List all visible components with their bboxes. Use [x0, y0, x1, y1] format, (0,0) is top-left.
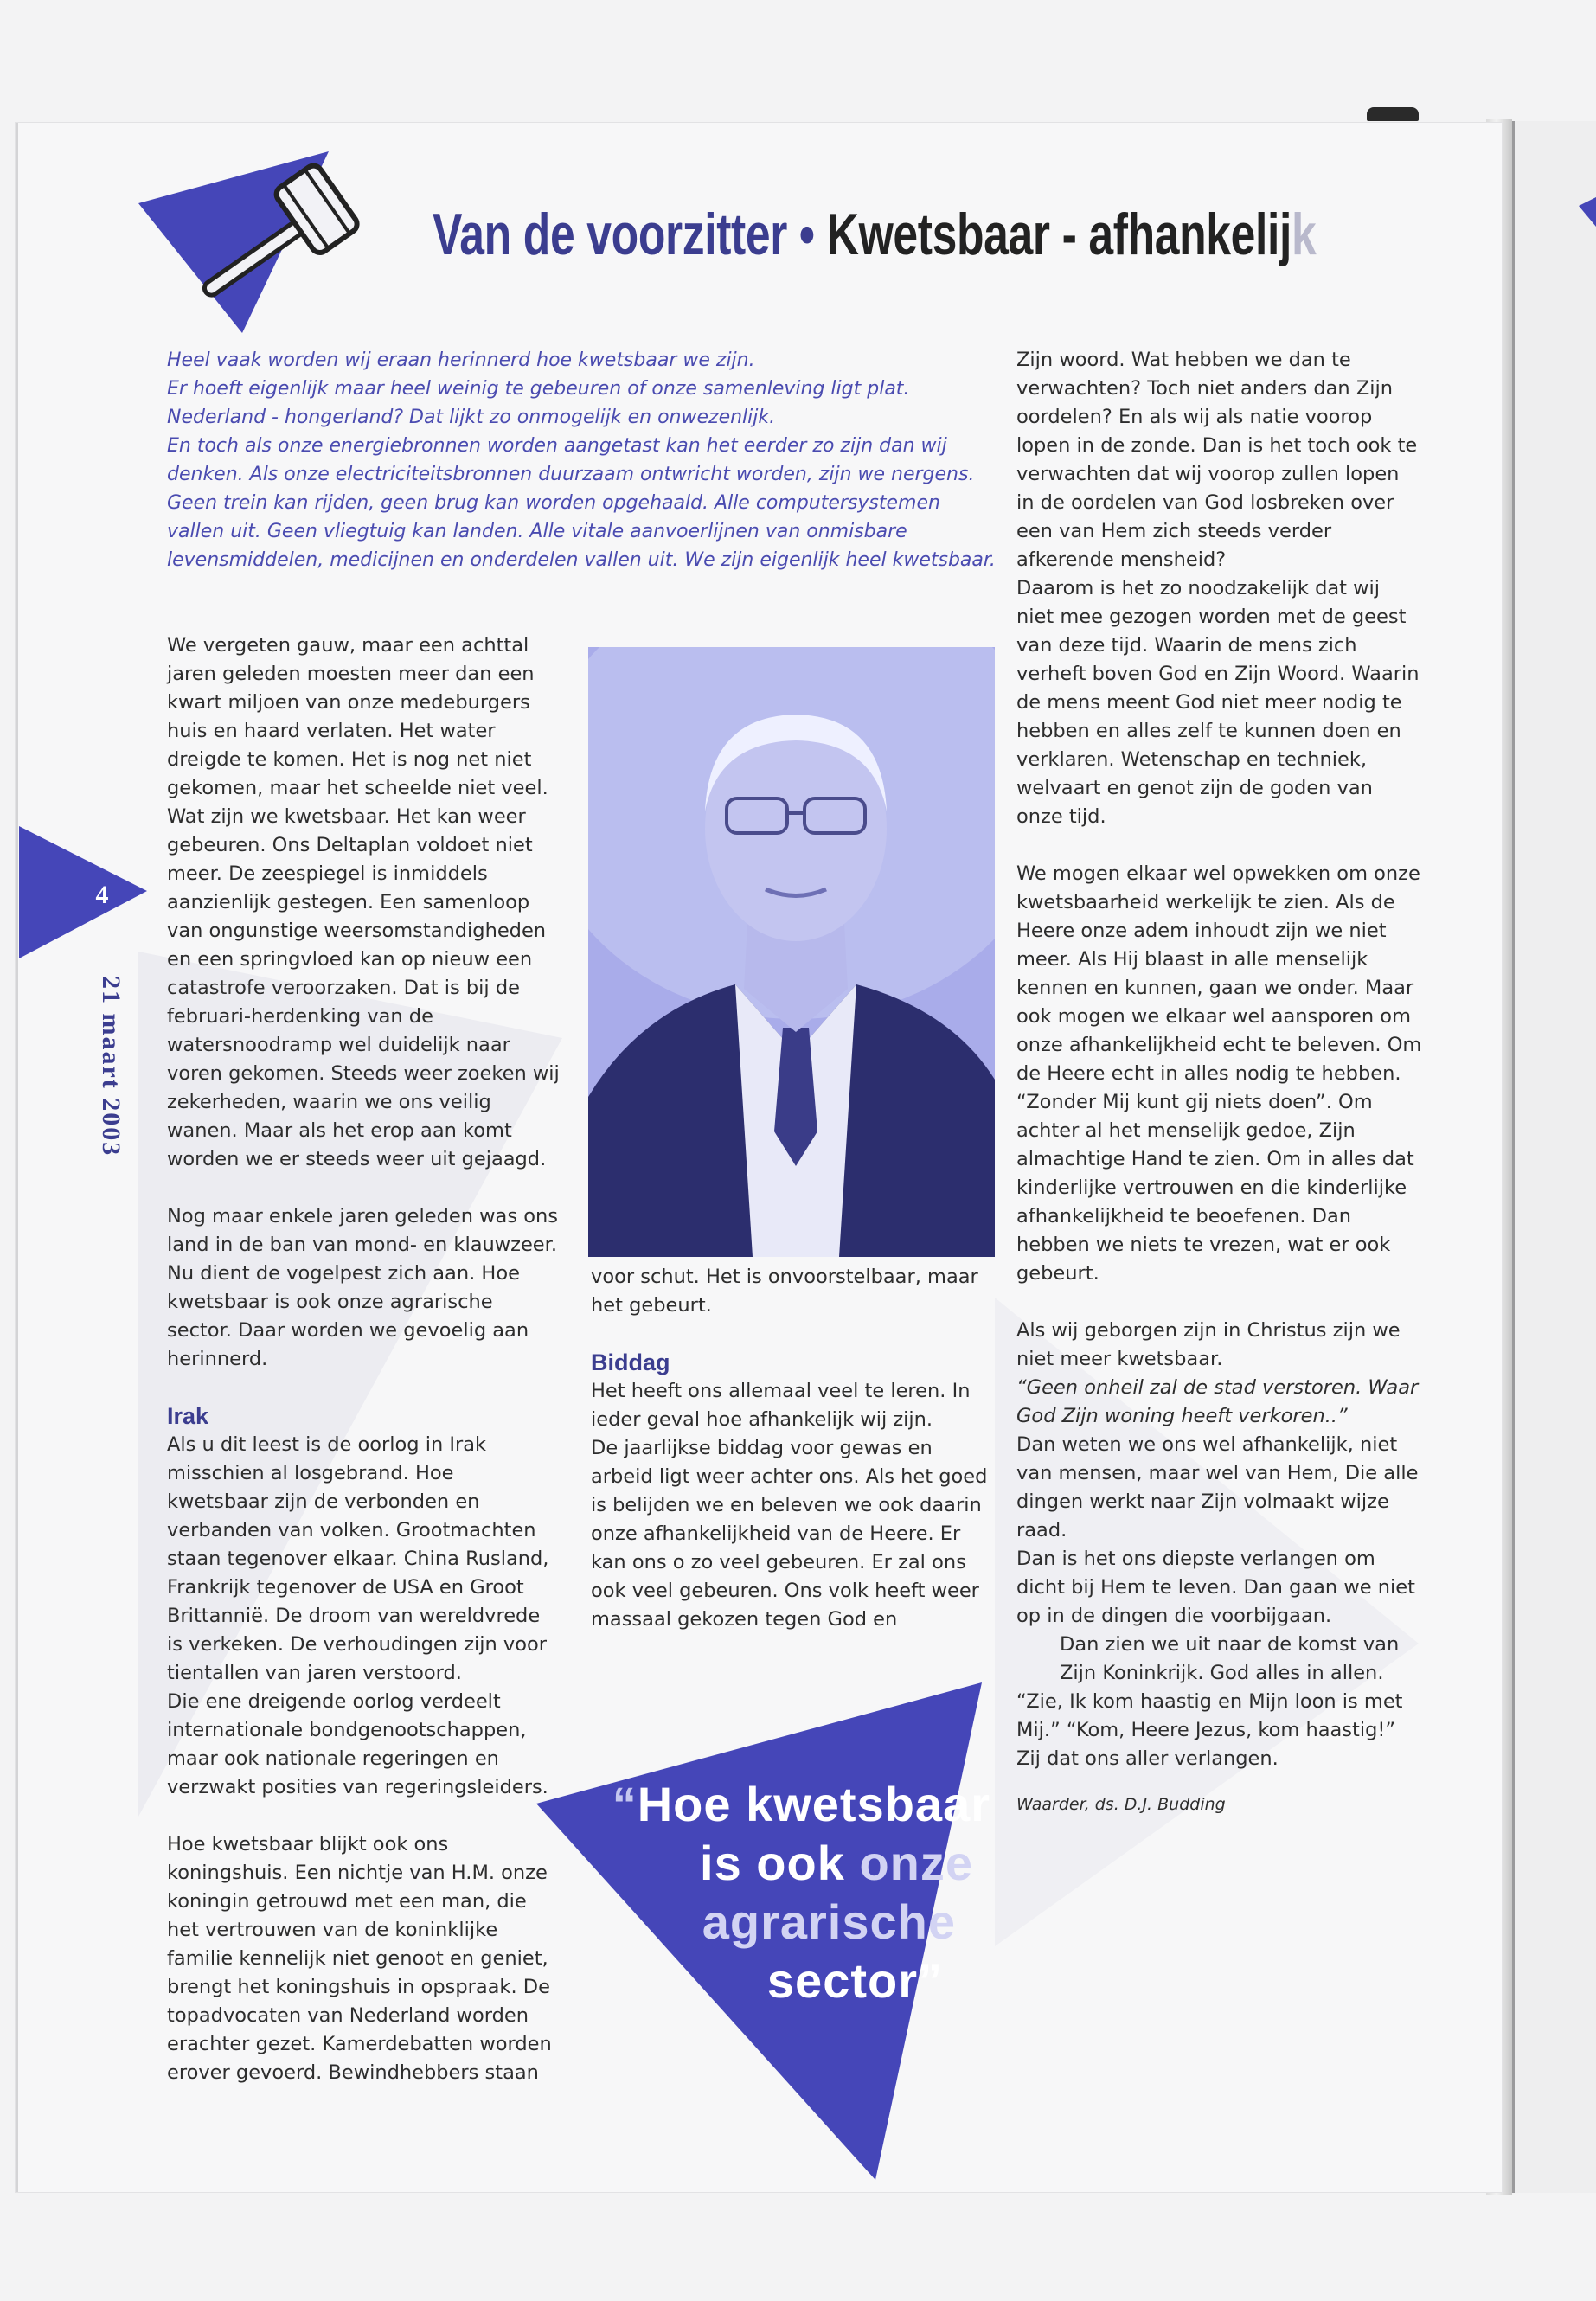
- paragraph: Die ene dreigende oorlog verdeelt internationale bondgenootschappen, maar ook nationale regeringen en verzwakt posities van regeringsleiders.: [167, 1690, 548, 1798]
- paragraph: Als u dit leest is de oorlog in Irak misschien al losgebrand. Hoe kwetsbaar zijn de verbonden en verbanden van volken. Grootmachten staan tegenover elkaar. China Rusland, Frankrijk tegenover de USA en Groot Brittannië. De droom van wereldvrede is verkeken. De verhoudingen zijn voor tientallen van jaren verstoord.: [167, 1433, 549, 1684]
- pull-quote-text: is ook: [700, 1836, 860, 1890]
- title-topic: Kwetsbaar - afhankelij: [826, 202, 1292, 267]
- section-heading-irak: Irak: [167, 1403, 209, 1429]
- text-column-1: [167, 631, 561, 2087]
- title-section: Van de voorzitter •: [433, 202, 827, 267]
- page-tab-triangle: [19, 826, 147, 958]
- paragraph: We vergeten gauw, maar een achttal jaren geleden moesten meer dan een kwart miljoen van onze medeburgers huis en haard verlaten. Het water dreigde te komen. Het is nog net niet gekomen, maar het scheelde niet veel. Wat zijn we kwetsbaar. Het kan weer gebeuren. Ons Deltaplan voldoet niet meer. De zeespiegel is inmiddels aanzienlijk gestegen. Een samenloop van ongunstige weersomstandigheden en een springvloed kan op nieuw een catastrofe veroorzaken. Dat is bij de februari-herdenking van de watersnoodramp wel duidelijk naar voren gekomen. Steeds weer zoeken wij zekerheden, waarin we ons veilig wanen. Maar als het erop aan komt worden we er steeds weer uit gejaagd.: [167, 634, 560, 1170]
- paragraph: Zij dat ons aller verlangen.: [1016, 1747, 1279, 1770]
- pull-quote-line-1: [541, 1775, 990, 1834]
- pull-quote-text: onze: [859, 1836, 973, 1890]
- paragraph: Dan is het ons diepste verlangen om dicht bij Hem te leven. Dan gaan we niet op in de dingen die voorbijgaan.: [1016, 1548, 1415, 1627]
- gavel-icon: [138, 143, 381, 337]
- paragraph: Als wij geborgen zijn in Christus zijn we niet meer kwetsbaar.: [1016, 1319, 1401, 1370]
- bible-quote: “Geen onheil zal de stad verstoren. Waar God Zijn woning heeft verkoren..”: [1016, 1376, 1419, 1427]
- paragraph: Daarom is het zo noodzakelijk dat wij niet mee gezogen worden met de geest van deze tijd. Waarin de mens zich verheft boven God en Zijn Woord. Waarin de mens meent God niet meer nodig te hebben en alles zelf te kunnen doen en verklaren. Wetenschap en techniek, welvaart en genot zijn de goden van onze tijd.: [1016, 577, 1420, 828]
- text-column-2: [591, 1263, 993, 1634]
- page-number: 4: [95, 881, 109, 909]
- pull-quote-text: Hoe kwetsbaar: [637, 1777, 990, 1831]
- page-title: [433, 201, 1316, 268]
- paragraph: voor schut. Het is onvoorstelbaar, maar het gebeurt.: [591, 1266, 978, 1317]
- text-column-3: [1016, 346, 1423, 1819]
- intro-line: Er hoeft eigenlijk maar heel weinig te gebeuren of onze samenleving ligt plat.: [167, 378, 910, 400]
- signature: Waarder, ds. D.J. Budding: [1016, 1795, 1226, 1814]
- author-portrait: [588, 647, 995, 1257]
- pull-quote-line-2: [541, 1834, 990, 1893]
- paragraph: Dan weten we ons wel afhankelijk, niet van mensen, maar wel van Hem, Die alle dingen werkt naar Zijn volmaakt wijze raad.: [1016, 1433, 1419, 1541]
- paragraph: Hoe kwetsbaar blijkt ook ons koningshuis. Een nichtje van H.M. onze koningin getrouwd met een man, die het vertrouwen van de koninklijke familie kennelijk niet genoot en geniet, brengt het koningshuis in opspraak. De topadvocaten van Nederland worden erachter gezet. Kamerdebatten worden erover gevoerd. Bewindhebbers staan: [167, 1833, 552, 2084]
- pull-quote-line-3: agrarische: [702, 1894, 956, 1949]
- paragraph: Nog maar enkele jaren geleden was ons land in de ban van mond- en klauwzeer. Nu dient de vogelpest zich aan. Hoe kwetsbaar is ook onze agrarische sector. Daar worden we gevoelig aan herinnerd.: [167, 1205, 558, 1370]
- corner-triangle: [1579, 197, 1596, 227]
- intro-line: En toch als onze energiebronnen worden aangetast kan het eerder zo zijn dan wij denken. Als onze electriciteitsbronnen duurzaam ontwricht worden, zijn we nergens. Geen trein kan rijden, geen brug kan worden opgehaald. Alle computersystemen vallen uit. Geen vliegtuig kan landen. Alle vitale aanvoerlijnen van onmisbare levensmiddelen, medicijnen en onderdelen vallen uit. We zijn eigenlijk heel kwetsbaar.: [167, 435, 996, 571]
- intro-lead: [167, 346, 997, 574]
- issue-date: 21 maart 2003: [97, 976, 125, 1157]
- pull-quote-line-4: sector”: [766, 1953, 943, 2008]
- title-topic-tail: k: [1291, 202, 1317, 267]
- intro-line: Nederland - hongerland? Dat lijkt zo onmogelijk en onwezenlijk.: [167, 407, 776, 428]
- paragraph: We mogen elkaar wel opwekken om onze kwetsbaarheid werkelijk te zien. Als de Heere onze adem inhoudt zijn we niet meer. Als Hij blaast in alle menselijk kennen en kunnen, gaan we onder. Maar ook mogen we elkaar wel aansporen om onze afhankelijkheid echt te beleven. Om de Heere echt in alles nodig te hebben. “Zonder Mij kunt gij niets doen”. Om achter al het menselijk gedoe, Zijn almachtige Hand te zien. Om in alles dat kinderlijke vertrouwen en die kinderlijke afhankelijkheid te beoefenen. Dan hebben we niets te vrezen, wat er ook gebeurt.: [1016, 862, 1422, 1285]
- section-heading-biddag: Biddag: [591, 1349, 670, 1375]
- paragraph: Zijn woord. Wat hebben we dan te verwachten? Toch niet anders dan Zijn oordelen? En als wij als natie voorop lopen in de zonde. Dan is het toch ook te verwachten dat wij voorop zullen lopen in de oordelen van God losbreken over een van Hem zich steeds verder afkerende mensheid?: [1016, 349, 1418, 571]
- paragraph: Het heeft ons allemaal veel te leren. In ieder geval hoe afhankelijk wij zijn.: [591, 1380, 971, 1431]
- intro-line: Heel vaak worden wij eraan herinnerd hoe kwetsbaar we zijn.: [167, 349, 755, 371]
- pull-quote: [541, 1775, 990, 2010]
- paragraph: De jaarlijkse biddag voor gewas en arbeid ligt weer achter ons. Als het goed is belijden we en beleven we ook daarin onze afhankelijkheid van de Heere. Er kan ons o zo veel gebeuren. Er zal ons ook veel gebeuren. Ons volk heeft weer massaal gekozen tegen God en: [591, 1437, 988, 1631]
- paragraph: Dan zien we uit naar de komst van Zijn Koninkrijk. God alles in allen.: [1060, 1633, 1400, 1684]
- paragraph: “Zie, Ik kom haastig en Mijn loon is met Mij.” “Kom, Heere Jezus, kom haastig!”: [1016, 1690, 1403, 1741]
- open-quote-mark: “: [612, 1777, 638, 1831]
